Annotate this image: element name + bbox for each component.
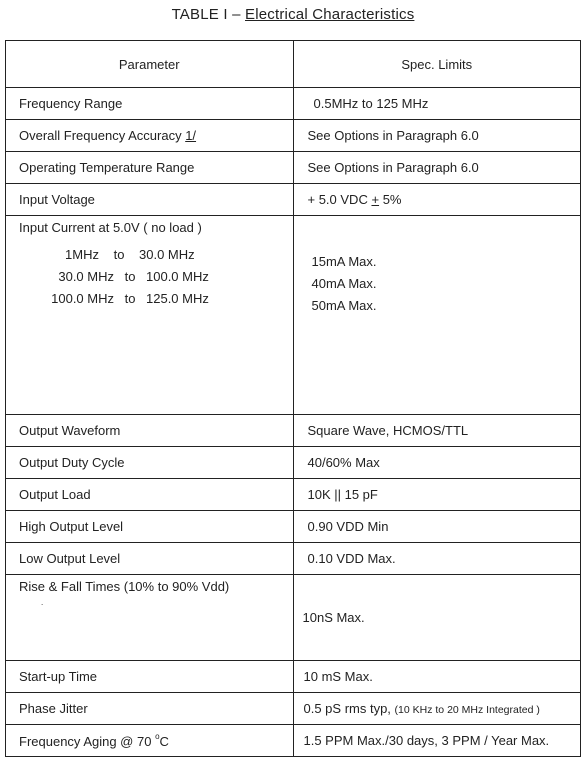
table-row xyxy=(6,575,581,661)
table-row xyxy=(6,479,581,511)
param-cell: Start-up Time xyxy=(6,661,294,693)
table-row xyxy=(6,216,581,415)
range-to-word: to xyxy=(124,269,136,284)
table-row xyxy=(6,511,581,543)
table-row xyxy=(6,415,581,447)
sub-range xyxy=(19,288,293,310)
spec-cell: 10nS Max. xyxy=(293,575,581,661)
param-cell: Low Output Level xyxy=(6,543,294,575)
electrical-characteristics-table xyxy=(5,40,581,757)
range-to: 100.0 MHz xyxy=(146,269,209,284)
table-row xyxy=(6,120,581,152)
sub-spec: 50mA Max. xyxy=(311,298,377,313)
spec-cell: 0.90 VDD Min xyxy=(293,511,581,543)
param-text: Frequency Aging @ 70 xyxy=(19,734,152,749)
param-cell: Frequency Range xyxy=(6,88,294,120)
table-row xyxy=(6,447,581,479)
spec-cell: 1.5 PPM Max./30 days, 3 PPM / Year Max. xyxy=(293,725,581,757)
table-row xyxy=(6,88,581,120)
param-cell: Output Duty Cycle xyxy=(6,447,294,479)
range-to-word: to xyxy=(113,247,125,262)
param-cell xyxy=(6,575,294,661)
plus-minus-sign: + xyxy=(371,192,380,207)
param-cell: Output Load xyxy=(6,479,294,511)
spec-cell xyxy=(293,693,581,725)
param-cell xyxy=(6,120,294,152)
param-cell: High Output Level xyxy=(6,511,294,543)
spec-jitter: 0.5 pS rms typ, xyxy=(303,701,391,716)
table-row xyxy=(6,184,581,216)
param-cell xyxy=(6,216,294,415)
sub-spec: 15mA Max. xyxy=(311,254,377,269)
stray-dot: . xyxy=(41,598,44,607)
spec-tolerance: 5% xyxy=(382,192,402,207)
spec-cell: 0.10 VDD Max. xyxy=(293,543,581,575)
param-cell: Operating Temperature Range xyxy=(6,152,294,184)
spec-cell: See Options in Paragraph 6.0 xyxy=(293,120,581,152)
param-text: Rise & Fall Times (10% to 90% Vdd) xyxy=(19,579,230,594)
param-text: Overall Frequency Accuracy xyxy=(19,128,182,143)
spec-cell: See Options in Paragraph 6.0 xyxy=(293,152,581,184)
spec-cell: 10 mS Max. xyxy=(293,661,581,693)
table-row xyxy=(6,152,581,184)
sub-ranges xyxy=(19,244,293,310)
spec-voltage: + 5.0 VDC xyxy=(307,192,368,207)
param-text: Input Current at 5.0V ( no load ) xyxy=(19,220,202,235)
range-to-word: to xyxy=(124,291,136,306)
header-spec-limits: Spec. Limits xyxy=(293,41,581,88)
spec-cell: 0.5MHz to 125 MHz xyxy=(293,88,581,120)
table-row xyxy=(6,543,581,575)
range-to: 30.0 MHz xyxy=(139,247,195,262)
table-heading: Electrical Characteristics xyxy=(245,6,415,23)
table-row xyxy=(6,661,581,693)
table-title xyxy=(0,6,586,23)
range-from: 1MHz xyxy=(65,247,99,262)
spec-cell xyxy=(293,216,581,415)
range-to: 125.0 MHz xyxy=(146,291,209,306)
param-cell xyxy=(6,725,294,757)
jitter-note: (10 KHz to 20 MHz Integrated ) xyxy=(394,704,540,716)
degree-sign: o xyxy=(155,732,160,741)
param-cell: Input Voltage xyxy=(6,184,294,216)
sub-range xyxy=(19,244,293,266)
unit-celsius: C xyxy=(159,734,169,749)
range-from: 30.0 MHz xyxy=(58,269,114,284)
table-number: TABLE I – xyxy=(171,6,241,23)
spec-cell: 10K || 15 pF xyxy=(293,479,581,511)
spec-cell xyxy=(293,184,581,216)
param-cell: Phase Jitter xyxy=(6,693,294,725)
sub-range xyxy=(19,266,293,288)
sub-spec: 40mA Max. xyxy=(311,276,377,291)
table-row xyxy=(6,693,581,725)
footnote-ref: 1/ xyxy=(185,128,197,143)
table-row xyxy=(6,725,581,757)
param-cell: Output Waveform xyxy=(6,415,294,447)
spec-cell: Square Wave, HCMOS/TTL xyxy=(293,415,581,447)
spec-cell: 40/60% Max xyxy=(293,447,581,479)
header-parameter: Parameter xyxy=(6,41,294,88)
range-from: 100.0 MHz xyxy=(51,291,114,306)
header-row xyxy=(6,41,581,88)
